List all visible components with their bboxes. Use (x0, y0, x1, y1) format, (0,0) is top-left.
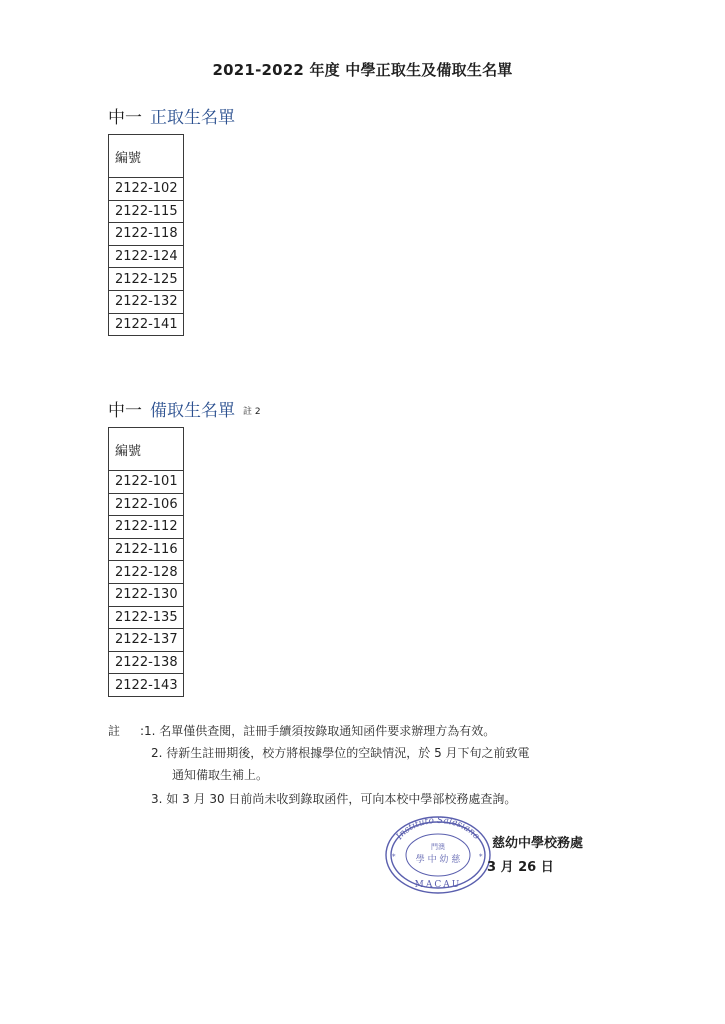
student-id: 2122-137 (109, 629, 184, 652)
student-id: 2122-102 (109, 178, 184, 201)
stamp-small-text: 門澳 (431, 843, 445, 851)
table-row (109, 629, 184, 652)
star-icon: * (479, 853, 483, 861)
waitlist-title: 備取生名單 (150, 401, 235, 421)
table-row (109, 268, 184, 291)
star-icon: * (392, 853, 396, 861)
admitted-table (108, 134, 184, 336)
table-row (109, 200, 184, 223)
school-office-signature: 慈幼中學校務處 (492, 836, 584, 851)
column-header-number: 編號 (109, 135, 184, 178)
student-id: 2122-143 (109, 674, 184, 697)
student-id: 2122-116 (109, 538, 184, 561)
student-id: 2122-112 (109, 516, 184, 539)
note-reference: 註 2 (243, 407, 261, 417)
page-title: 2021-2022 年度 中學正取生及備取生名單 (212, 61, 513, 79)
student-id: 2122-141 (109, 313, 184, 336)
student-id: 2122-118 (109, 223, 184, 246)
table-row (109, 674, 184, 697)
student-id: 2122-124 (109, 245, 184, 268)
table-row (109, 606, 184, 629)
school-seal-stamp (383, 815, 493, 895)
student-id: 2122-128 (109, 561, 184, 584)
table-row (109, 516, 184, 539)
grade-label: 中一 (108, 401, 142, 421)
stamp-top-text: Instituto Salesiano (394, 815, 482, 842)
student-id: 2122-101 (109, 471, 184, 494)
svg-text:Instituto Salesiano (394, 816, 482, 843)
note-item: :1. 名單僅供查閱，註冊手續須按錄取通知函件要求辦理方為有效。 (140, 724, 496, 738)
student-id: 2122-130 (109, 583, 184, 606)
table-row (109, 651, 184, 674)
table-row (109, 493, 184, 516)
table-row (109, 471, 184, 494)
student-id: 2122-138 (109, 651, 184, 674)
table-row (109, 583, 184, 606)
admitted-section-heading (108, 103, 235, 128)
stamp-middle-text: 學 中 幼 慈 (415, 855, 461, 865)
column-header-number: 編號 (109, 428, 184, 471)
note-item: 通知備取生補上。 (172, 768, 269, 782)
note-item: 3. 如 3 月 30 日前尚未收到錄取函件，可向本校中學部校務處查詢。 (151, 792, 517, 806)
waitlist-table (108, 427, 184, 697)
student-id: 2122-135 (109, 606, 184, 629)
table-row (109, 223, 184, 246)
admitted-list-title: 正取生名單 (150, 108, 235, 128)
student-id: 2122-106 (109, 493, 184, 516)
table-row (109, 178, 184, 201)
signature-date: 3 月 26 日 (487, 860, 554, 875)
note-item: 2. 待新生註冊期後，校方將根據學位的空缺情況，於 5 月下旬之前致電 (151, 746, 530, 760)
table-row (109, 561, 184, 584)
student-id: 2122-125 (109, 268, 184, 291)
table-row (109, 313, 184, 336)
stamp-bottom-text: MACAU (414, 880, 462, 890)
table-row (109, 538, 184, 561)
table-row (109, 290, 184, 313)
table-row (109, 245, 184, 268)
notes-label: 註 (108, 724, 121, 738)
waitlist-section-heading (108, 396, 261, 421)
grade-label: 中一 (108, 108, 142, 128)
student-id: 2122-132 (109, 290, 184, 313)
student-id: 2122-115 (109, 200, 184, 223)
